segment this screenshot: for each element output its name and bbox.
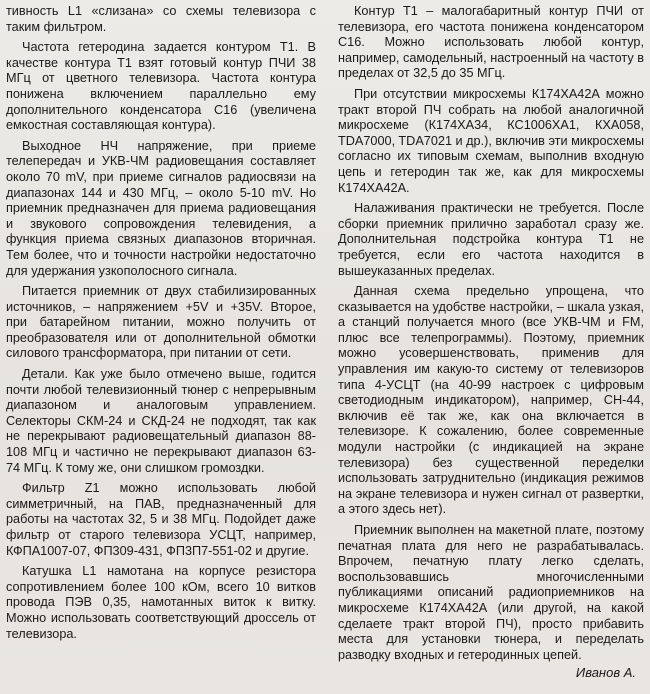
paragraph: При отсутствии микросхемы К174ХА42А можно тракт второй ПЧ собрать на любой аналогичной микросхеме (К174ХА34, КС1006ХА1, КХА058, TDA7000, TDA7021 и др.), включив эти микросхемы согласно их типовым схемам, выполнив входную цепь и гетеродин так же, как для микросхемы К174ХА42А. xyxy=(338,86,644,195)
author-signature: Иванов А. xyxy=(575,665,636,680)
paragraph: Фильтр Z1 можно использовать любой симметричный, на ПАВ, предназначенный для работы на частотах 32, 5 и 38 МГц. Подойдет даже фильтр от старого телевизора УСЦТ, например, КФПА1007-07, ФП309-431, ФП3П7-551-02 и другие. xyxy=(6,481,316,558)
paragraph: Приемник выполнен на макетной плате, поэтому печатная плата для него не разрабатывалась. Впрочем, печатную плату легко сделать, воспользовавшись многочисленными публикациями описаний радиоприемников на микросхеме К174ХА42А (или другой, на какой сделаете тракт второй ПЧ), просто прибавить места для установки тюнера, и переделать разводку входных и гетеродинных цепей. xyxy=(338,523,644,662)
left-column xyxy=(6,4,316,647)
paragraph: Катушка L1 намотана на корпусе резистора сопротивлением более 100 кОм, всего 10 витков провода ПЭВ 0,35, намотанных виток к витку. Можно использовать соответствующий дроссель от телевизора. xyxy=(6,564,316,641)
paragraph: Питается приемник от двух стабилизированных источников, – напряжением +5V и +35V. Второе, при батарейном питании, можно получить от преобразователя или от дополнительной обмотки силового трансформатора, при питании от сети. xyxy=(6,284,316,361)
paragraph: Контур Т1 – малогабаритный контур ПЧИ от телевизора, его частота понижена конденсатором С16. Можно использовать любой контур, например, самодельный, настроенный на частоту в пределах от 32,5 до 35 МГц. xyxy=(338,4,644,81)
paragraph: Данная схема предельно упрощена, что сказывается на удобстве настройки, – шкала узкая, а станций получается много (все УКВ-ЧМ и FM, плюс все телепрограммы). Поэтому, приемник можно усовершенствовать, применив для управления им какую-то систему от телевизоров типа 4-УСЦТ (на 40-99 настроек с цифровым светодиодным индикатором), например, СН-44, включив её так же, как она включается в телевизоре. К сожалению, более современные модули настройки (с индикацией на экране телевизора) без существенной переделки использовать затруднительно (индикация режимов на экране телевизора и нужен сигнал от развертки, а этого здесь нет). xyxy=(338,284,644,517)
paragraph: Налаживания практически не требуется. После сборки приемник прилично заработал сразу же. Дополнительная подстройка контура Т1 не требуется, если его частота находится в вышеуказанных пределах. xyxy=(338,201,644,278)
paragraph: Детали. Как уже было отмечено выше, годится почти любой телевизионный тюнер с непрерывным диапазоном и аналоговым управлением. Селекторы СКМ-24 и СКД-24 не подходят, так как не перекрывают радиовещательный диапазон 88-108 МГц и частично не перекрывают диапазон 63-74 МГц. К тому же, они слишком громоздки. xyxy=(6,367,316,475)
paragraph: тивность L1 «слизана» со схемы телевизора с таким фильтром. xyxy=(6,4,316,34)
paragraph: Частота гетеродина задается контуром Т1. В качестве контура Т1 взят готовый контур ПЧИ 38 МГц от цветного телевизора. Частота контура понижена включением параллельно ему дополнительного конденсатора С16 (увеличена емкостная составляющая контура). xyxy=(6,40,316,133)
right-column xyxy=(338,4,644,668)
paragraph: Выходное НЧ напряжение, при приеме телепередач и УКВ-ЧМ радиовещания составляет около 70 mV, при приеме сигналов радиосвязи на диапазонах 144 и 430 МГц, – около 5-10 mV. Но приемник предназначен для приема радиовещания и звукового сопровождения телевидения, а функция приема связных диапазонов вторичная. Тем более, что и точности настройки недостаточно для удержания узкополосного сигнала. xyxy=(6,138,316,278)
